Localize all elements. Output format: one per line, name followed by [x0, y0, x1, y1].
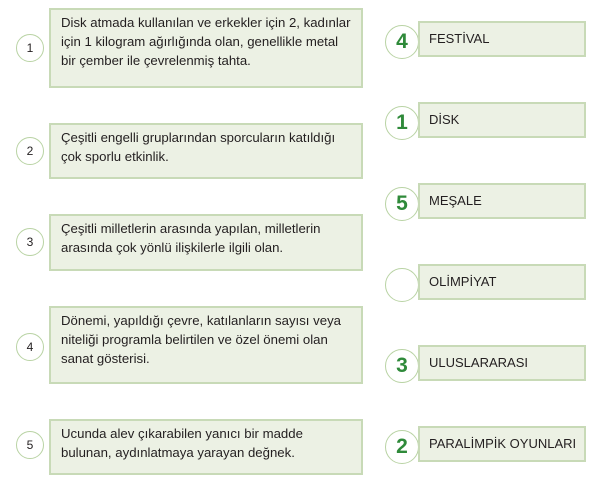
definition-number-1: 1 [16, 34, 44, 62]
answer-slot-6[interactable]: 2 [385, 430, 419, 464]
term-box-4 [418, 264, 586, 300]
answer-slot-4[interactable] [385, 268, 419, 302]
definition-text-4: Dönemi, yapıldığı çevre, katılanların sayısı veya niteliği programla belirtilen ve özel önemi olan sanat gösterisi. [61, 313, 341, 366]
answer-slot-1[interactable]: 4 [385, 25, 419, 59]
term-label-5: ULUSLARARASI [429, 355, 528, 370]
term-label-3: MEŞALE [429, 193, 482, 208]
definition-box-4 [49, 306, 363, 384]
term-box-3 [418, 183, 586, 219]
definition-text-1: Disk atmada kullanılan ve erkekler için 2, kadınlar için 1 kilogram ağırlığında olan, genellikle metal bir çember ile çevrelenmiş tahta. [61, 15, 351, 68]
answer-slot-5[interactable]: 3 [385, 349, 419, 383]
definition-text-3: Çeşitli milletlerin arasında yapılan, milletlerin arasında çok yönlü ilişkilerle ilgili olan. [61, 221, 321, 255]
definition-number-5: 5 [16, 431, 44, 459]
definition-number-4: 4 [16, 333, 44, 361]
term-box-1 [418, 21, 586, 57]
definition-text-5: Ucunda alev çıkarabilen yanıcı bir madde bulunan, aydınlatmaya yarayan değnek. [61, 426, 303, 460]
term-label-2: DİSK [429, 112, 460, 127]
term-label-6: PARALİMPİK OYUNLARI [429, 436, 577, 451]
term-box-2 [418, 102, 586, 138]
definition-box-2 [49, 123, 363, 179]
answer-slot-2[interactable]: 1 [385, 106, 419, 140]
term-label-1: FESTİVAL [429, 31, 490, 46]
definition-box-3 [49, 214, 363, 271]
definition-number-3: 3 [16, 228, 44, 256]
term-label-4: OLİMPİYAT [429, 274, 497, 289]
definition-box-1 [49, 8, 363, 88]
answer-slot-3[interactable]: 5 [385, 187, 419, 221]
definition-number-2: 2 [16, 137, 44, 165]
definition-box-5 [49, 419, 363, 475]
term-box-5 [418, 345, 586, 381]
term-box-6 [418, 426, 586, 462]
definition-text-2: Çeşitli engelli gruplarından sporcuların katıldığı çok sporlu etkinlik. [61, 130, 336, 164]
